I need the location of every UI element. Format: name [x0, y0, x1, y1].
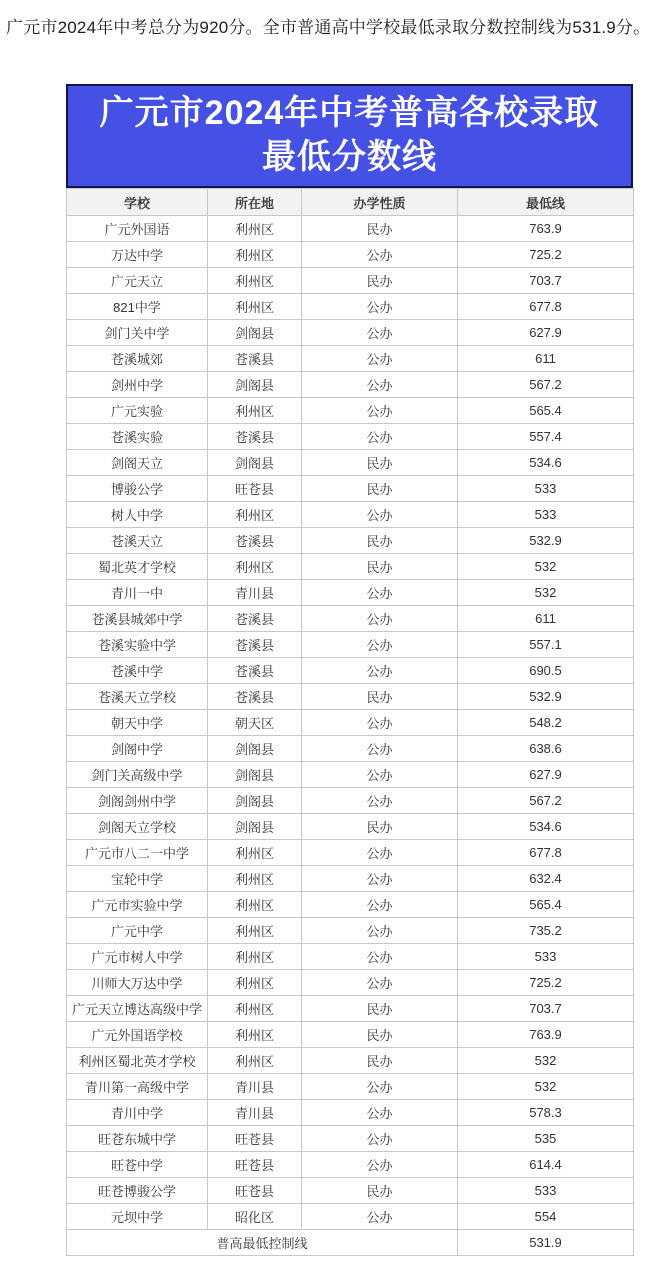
cell-district: 旺苍县 — [208, 1152, 302, 1178]
table-row — [67, 840, 634, 866]
cell-school: 剑阁剑州中学 — [67, 788, 208, 814]
table-row — [67, 1178, 634, 1204]
cell-school: 剑阁中学 — [67, 736, 208, 762]
header-type: 办学性质 — [302, 189, 458, 216]
table-row — [67, 1126, 634, 1152]
table-footer — [67, 1230, 634, 1256]
cell-district: 旺苍县 — [208, 476, 302, 502]
cell-district: 利州区 — [208, 268, 302, 294]
header-school: 学校 — [67, 189, 208, 216]
cell-min-score: 534.6 — [458, 450, 634, 476]
cell-school: 朝天中学 — [67, 710, 208, 736]
cell-school: 剑阁天立学校 — [67, 814, 208, 840]
cell-school: 广元实验 — [67, 398, 208, 424]
table-row — [67, 1048, 634, 1074]
cell-min-score: 533 — [458, 1178, 634, 1204]
cell-school: 剑门关中学 — [67, 320, 208, 346]
cell-type: 公办 — [302, 320, 458, 346]
cell-min-score: 763.9 — [458, 216, 634, 242]
cell-min-score: 554 — [458, 1204, 634, 1230]
cell-school: 旺苍博骏公学 — [67, 1178, 208, 1204]
cell-type: 公办 — [302, 658, 458, 684]
cell-district: 利州区 — [208, 918, 302, 944]
table-body — [67, 216, 634, 1230]
cell-district: 剑阁县 — [208, 372, 302, 398]
footer-label: 普高最低控制线 — [67, 1230, 458, 1256]
table-row — [67, 398, 634, 424]
cell-district: 利州区 — [208, 242, 302, 268]
table-row — [67, 684, 634, 710]
cell-district: 苍溪县 — [208, 658, 302, 684]
intro-text: 广元市2024年中考总分为920分。全市普通高中学校最低录取分数控制线为531.9分。 — [6, 18, 651, 37]
cell-min-score: 565.4 — [458, 892, 634, 918]
cell-min-score: 735.2 — [458, 918, 634, 944]
cell-school: 元坝中学 — [67, 1204, 208, 1230]
cell-district: 朝天区 — [208, 710, 302, 736]
cell-district: 剑阁县 — [208, 450, 302, 476]
cell-type: 公办 — [302, 840, 458, 866]
cell-min-score: 532 — [458, 1074, 634, 1100]
table-row — [67, 1074, 634, 1100]
cell-min-score: 532.9 — [458, 528, 634, 554]
cell-min-score: 627.9 — [458, 320, 634, 346]
cell-type: 公办 — [302, 1204, 458, 1230]
table-row — [67, 1100, 634, 1126]
cell-district: 青川县 — [208, 1074, 302, 1100]
header-row — [67, 189, 634, 216]
cell-min-score: 557.4 — [458, 424, 634, 450]
cell-type: 民办 — [302, 268, 458, 294]
cell-school: 广元市实验中学 — [67, 892, 208, 918]
cell-type: 民办 — [302, 1022, 458, 1048]
table-row — [67, 424, 634, 450]
footer-value: 531.9 — [458, 1230, 634, 1256]
cell-type: 民办 — [302, 1048, 458, 1074]
cell-school: 苍溪县城郊中学 — [67, 606, 208, 632]
cell-min-score: 627.9 — [458, 762, 634, 788]
table-row — [67, 294, 634, 320]
cell-district: 旺苍县 — [208, 1178, 302, 1204]
cell-district: 利州区 — [208, 892, 302, 918]
cell-district: 利州区 — [208, 944, 302, 970]
table-row — [67, 632, 634, 658]
table-row — [67, 528, 634, 554]
cell-min-score: 534.6 — [458, 814, 634, 840]
table-row — [67, 866, 634, 892]
scores-table — [66, 188, 634, 1256]
cell-min-score: 763.9 — [458, 1022, 634, 1048]
cell-min-score: 703.7 — [458, 268, 634, 294]
table-row — [67, 242, 634, 268]
cell-district: 利州区 — [208, 840, 302, 866]
table-row — [67, 216, 634, 242]
cell-school: 树人中学 — [67, 502, 208, 528]
cell-min-score: 532 — [458, 554, 634, 580]
cell-type: 公办 — [302, 502, 458, 528]
cell-school: 剑州中学 — [67, 372, 208, 398]
cell-type: 民办 — [302, 216, 458, 242]
cell-type: 公办 — [302, 762, 458, 788]
cell-type: 民办 — [302, 1178, 458, 1204]
cell-district: 青川县 — [208, 1100, 302, 1126]
cell-district: 青川县 — [208, 580, 302, 606]
table-row — [67, 450, 634, 476]
cell-district: 苍溪县 — [208, 684, 302, 710]
cell-district: 利州区 — [208, 216, 302, 242]
cell-type: 公办 — [302, 1152, 458, 1178]
cell-type: 公办 — [302, 580, 458, 606]
table-row — [67, 710, 634, 736]
cell-type: 公办 — [302, 398, 458, 424]
cell-type: 公办 — [302, 736, 458, 762]
cell-school: 苍溪城郊 — [67, 346, 208, 372]
table-row — [67, 606, 634, 632]
cell-district: 苍溪县 — [208, 606, 302, 632]
cell-district: 利州区 — [208, 866, 302, 892]
cell-district: 利州区 — [208, 1022, 302, 1048]
table-row — [67, 1152, 634, 1178]
table-row — [67, 502, 634, 528]
cell-min-score: 533 — [458, 944, 634, 970]
cell-min-score: 532.9 — [458, 684, 634, 710]
cell-district: 剑阁县 — [208, 736, 302, 762]
table-header — [67, 189, 634, 216]
table-row — [67, 736, 634, 762]
cell-school: 宝轮中学 — [67, 866, 208, 892]
cell-type: 公办 — [302, 970, 458, 996]
cell-type: 民办 — [302, 996, 458, 1022]
cell-type: 公办 — [302, 242, 458, 268]
cell-type: 公办 — [302, 346, 458, 372]
table-row — [67, 918, 634, 944]
cell-type: 公办 — [302, 372, 458, 398]
cell-min-score: 557.1 — [458, 632, 634, 658]
cell-type: 公办 — [302, 788, 458, 814]
table-row — [67, 658, 634, 684]
table-row — [67, 892, 634, 918]
cell-type: 公办 — [302, 632, 458, 658]
cell-school: 广元中学 — [67, 918, 208, 944]
cell-school: 旺苍东城中学 — [67, 1126, 208, 1152]
cell-type: 公办 — [302, 294, 458, 320]
header-min-score: 最低线 — [458, 189, 634, 216]
cell-type: 公办 — [302, 944, 458, 970]
cell-type: 民办 — [302, 814, 458, 840]
cell-district: 剑阁县 — [208, 762, 302, 788]
cell-district: 苍溪县 — [208, 424, 302, 450]
banner — [66, 84, 633, 188]
cell-min-score: 548.2 — [458, 710, 634, 736]
cell-school: 苍溪天立学校 — [67, 684, 208, 710]
table-row — [67, 814, 634, 840]
cell-school: 广元外国语 — [67, 216, 208, 242]
cell-min-score: 533 — [458, 502, 634, 528]
footer-row — [67, 1230, 634, 1256]
cell-min-score: 632.4 — [458, 866, 634, 892]
cell-district: 苍溪县 — [208, 632, 302, 658]
cell-min-score: 567.2 — [458, 372, 634, 398]
score-sheet — [66, 84, 633, 1256]
cell-district: 剑阁县 — [208, 814, 302, 840]
cell-district: 昭化区 — [208, 1204, 302, 1230]
cell-school: 广元市树人中学 — [67, 944, 208, 970]
table-row — [67, 372, 634, 398]
cell-school: 青川第一高级中学 — [67, 1074, 208, 1100]
table-row — [67, 346, 634, 372]
cell-school: 蜀北英才学校 — [67, 554, 208, 580]
cell-min-score: 703.7 — [458, 996, 634, 1022]
cell-type: 民办 — [302, 476, 458, 502]
cell-school: 广元外国语学校 — [67, 1022, 208, 1048]
cell-school: 博骏公学 — [67, 476, 208, 502]
cell-school: 苍溪实验中学 — [67, 632, 208, 658]
cell-min-score: 533 — [458, 476, 634, 502]
cell-district: 利州区 — [208, 970, 302, 996]
banner-title-line2: 最低分数线 — [262, 138, 437, 177]
cell-school: 剑门关高级中学 — [67, 762, 208, 788]
cell-district: 苍溪县 — [208, 528, 302, 554]
cell-min-score: 578.3 — [458, 1100, 634, 1126]
cell-school: 川师大万达中学 — [67, 970, 208, 996]
cell-min-score: 532 — [458, 580, 634, 606]
cell-district: 苍溪县 — [208, 346, 302, 372]
cell-type: 公办 — [302, 866, 458, 892]
cell-min-score: 725.2 — [458, 970, 634, 996]
cell-min-score: 677.8 — [458, 840, 634, 866]
table-row — [67, 788, 634, 814]
table-row — [67, 320, 634, 346]
cell-type: 民办 — [302, 554, 458, 580]
header-district: 所在地 — [208, 189, 302, 216]
cell-min-score: 611 — [458, 346, 634, 372]
cell-type: 公办 — [302, 1100, 458, 1126]
cell-district: 利州区 — [208, 996, 302, 1022]
table-row — [67, 1022, 634, 1048]
table-row — [67, 1204, 634, 1230]
cell-school: 剑阁天立 — [67, 450, 208, 476]
cell-school: 万达中学 — [67, 242, 208, 268]
cell-type: 公办 — [302, 1126, 458, 1152]
table-row — [67, 944, 634, 970]
table-row — [67, 996, 634, 1022]
table-row — [67, 476, 634, 502]
cell-school: 广元市八二一中学 — [67, 840, 208, 866]
table-row — [67, 580, 634, 606]
cell-district: 利州区 — [208, 1048, 302, 1074]
cell-min-score: 614.4 — [458, 1152, 634, 1178]
cell-school: 苍溪天立 — [67, 528, 208, 554]
table-row — [67, 762, 634, 788]
cell-min-score: 611 — [458, 606, 634, 632]
cell-school: 苍溪实验 — [67, 424, 208, 450]
cell-school: 旺苍中学 — [67, 1152, 208, 1178]
banner-title-line1: 广元市2024年中考普高各校录取 — [99, 94, 600, 132]
cell-district: 利州区 — [208, 294, 302, 320]
cell-min-score: 535 — [458, 1126, 634, 1152]
cell-min-score: 690.5 — [458, 658, 634, 684]
cell-district: 利州区 — [208, 502, 302, 528]
cell-min-score: 677.8 — [458, 294, 634, 320]
cell-type: 民办 — [302, 528, 458, 554]
cell-type: 公办 — [302, 424, 458, 450]
cell-district: 利州区 — [208, 554, 302, 580]
cell-type: 公办 — [302, 606, 458, 632]
table-row — [67, 268, 634, 294]
cell-school: 广元天立博达高级中学 — [67, 996, 208, 1022]
cell-district: 剑阁县 — [208, 788, 302, 814]
cell-type: 民办 — [302, 450, 458, 476]
cell-type: 公办 — [302, 892, 458, 918]
cell-district: 剑阁县 — [208, 320, 302, 346]
cell-school: 青川一中 — [67, 580, 208, 606]
cell-district: 利州区 — [208, 398, 302, 424]
cell-school: 821中学 — [67, 294, 208, 320]
cell-min-score: 532 — [458, 1048, 634, 1074]
cell-min-score: 567.2 — [458, 788, 634, 814]
cell-school: 广元天立 — [67, 268, 208, 294]
cell-type: 民办 — [302, 684, 458, 710]
cell-school: 利州区蜀北英才学校 — [67, 1048, 208, 1074]
cell-min-score: 725.2 — [458, 242, 634, 268]
cell-school: 青川中学 — [67, 1100, 208, 1126]
table-row — [67, 554, 634, 580]
cell-type: 公办 — [302, 710, 458, 736]
cell-district: 旺苍县 — [208, 1126, 302, 1152]
cell-min-score: 565.4 — [458, 398, 634, 424]
table-row — [67, 970, 634, 996]
cell-min-score: 638.6 — [458, 736, 634, 762]
cell-type: 公办 — [302, 1074, 458, 1100]
cell-type: 公办 — [302, 918, 458, 944]
cell-school: 苍溪中学 — [67, 658, 208, 684]
